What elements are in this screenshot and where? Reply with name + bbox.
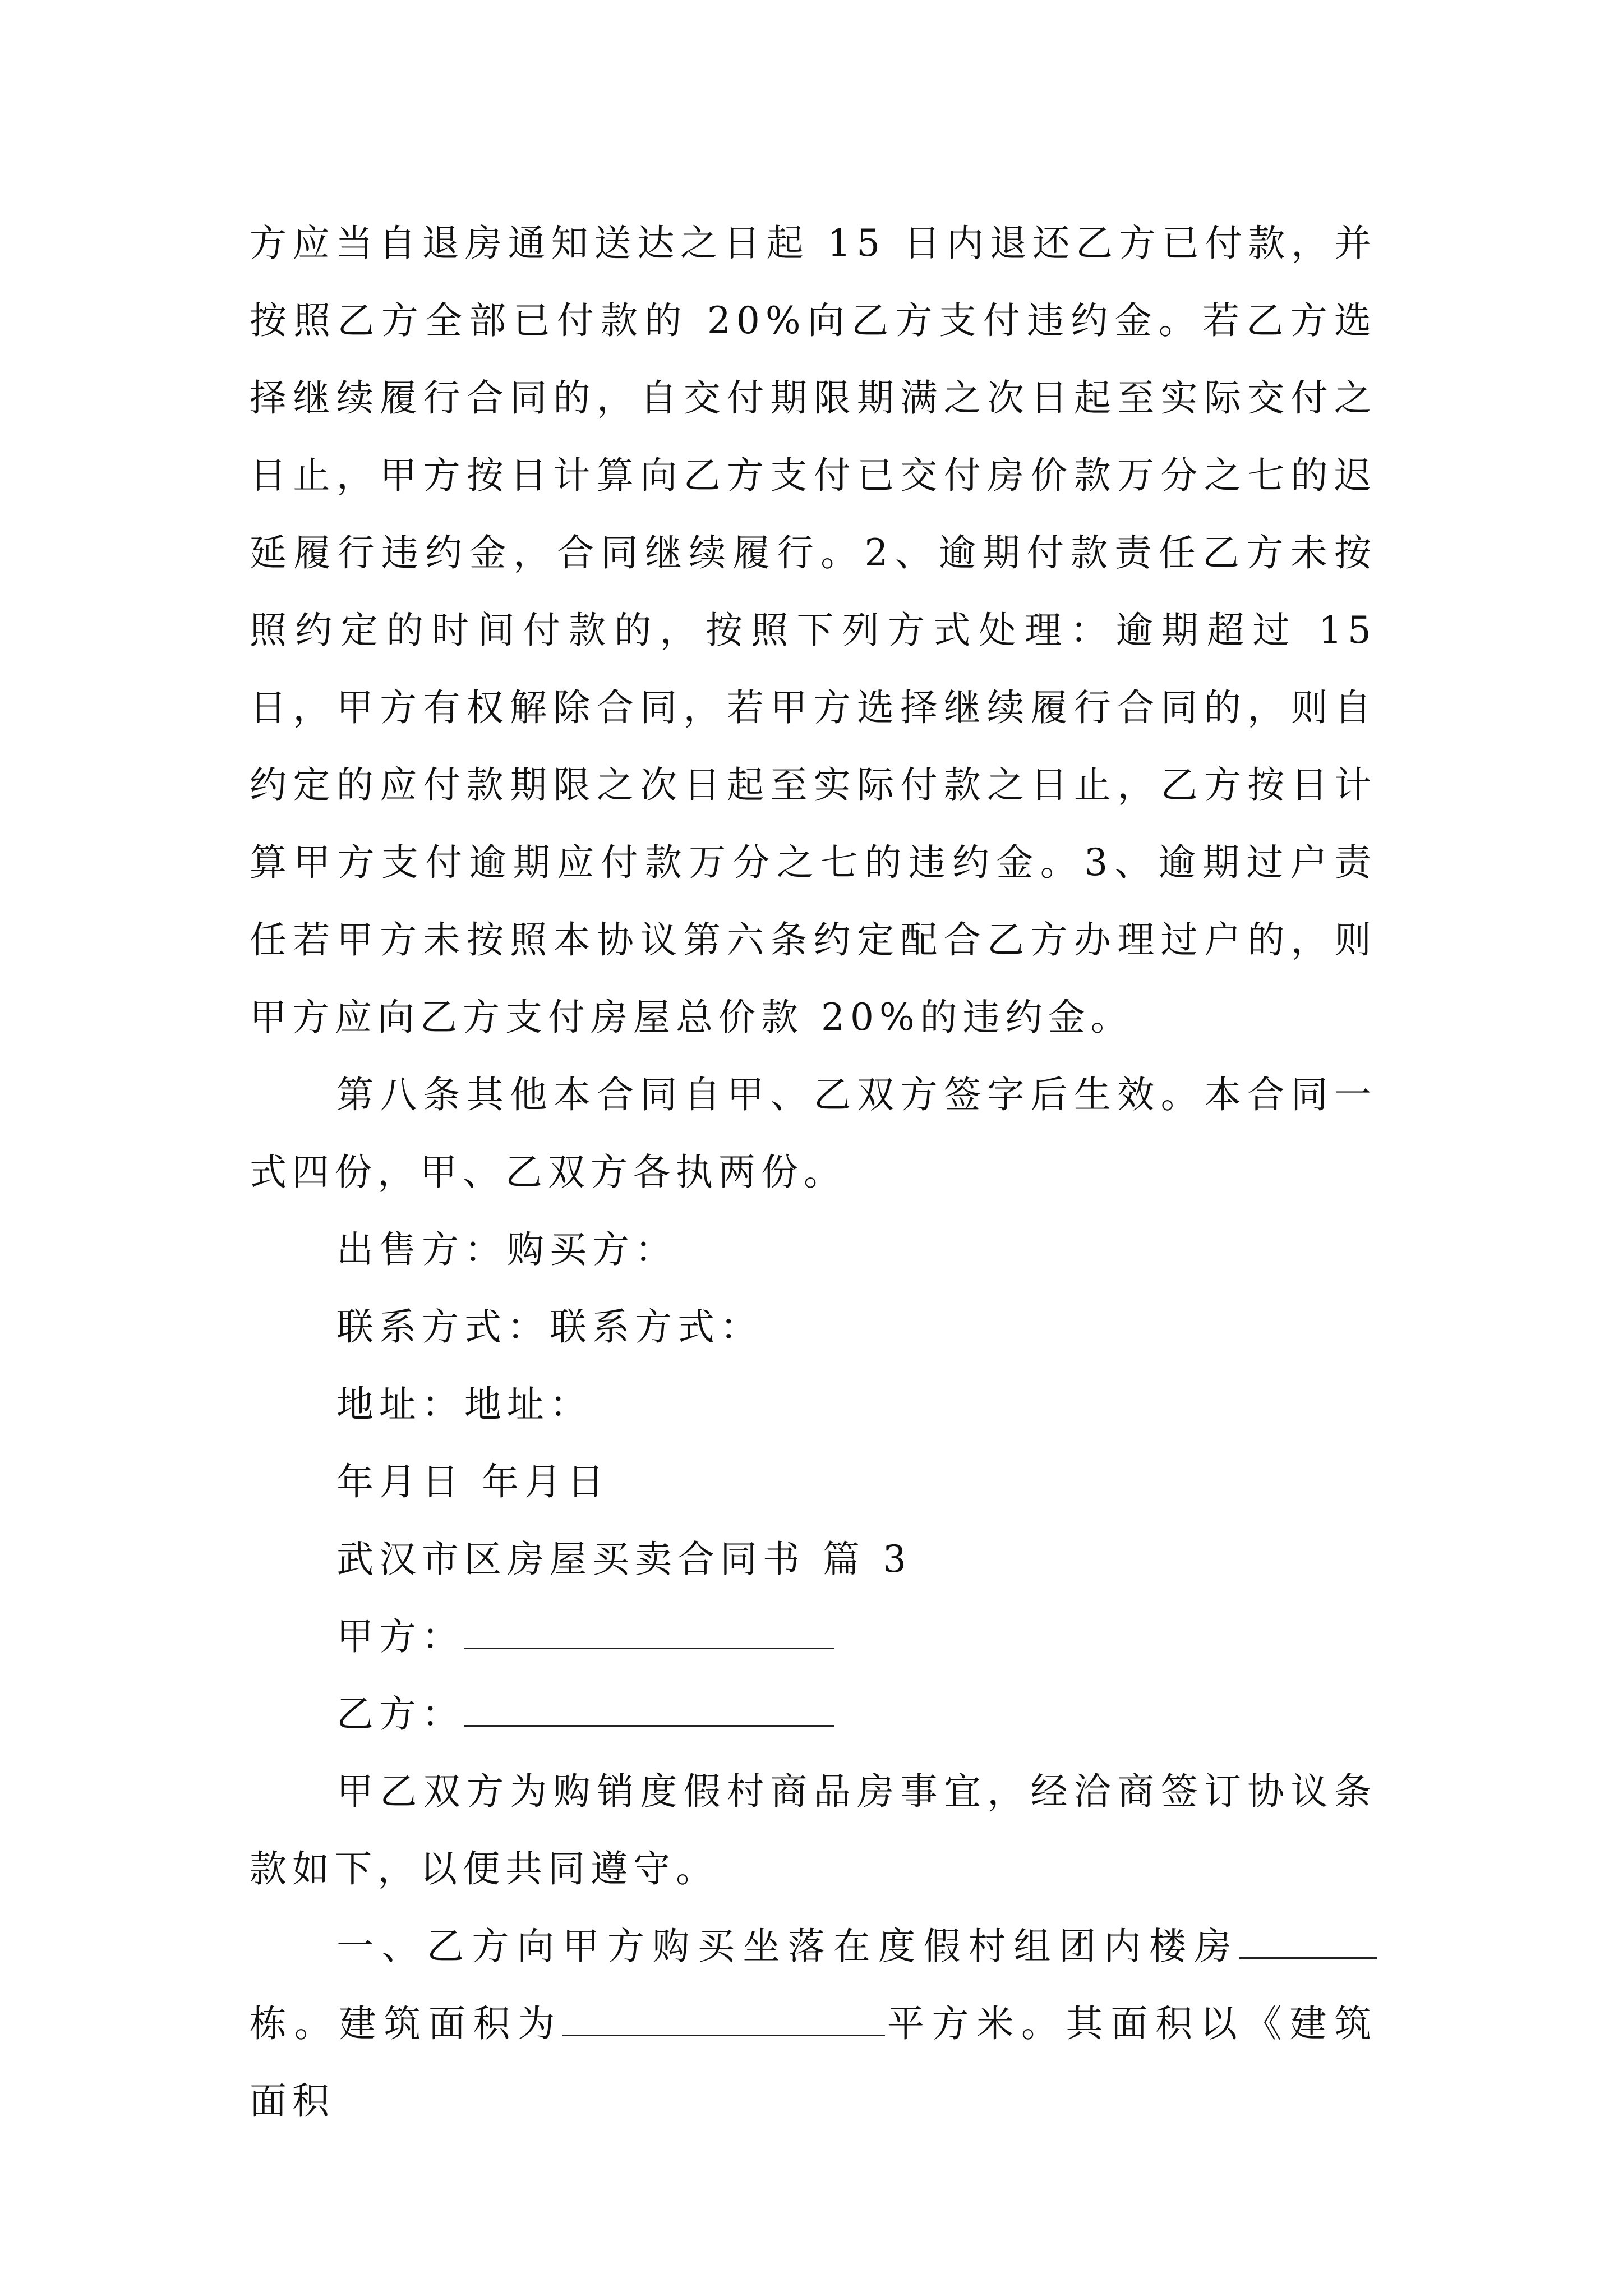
seller-buyer-line: 出售方：购买方： [336, 1228, 677, 1271]
party-a-label: 甲方： [336, 1615, 464, 1658]
party-a-line [250, 1598, 1377, 1676]
party-a-blank [464, 1619, 834, 1649]
clause-1-part-3: 平方米。其面积以《建筑面积 [250, 2002, 1377, 2123]
area-blank [562, 2007, 885, 2036]
clause-1-part-2: 栋。建筑面积为 [250, 2002, 563, 2045]
party-b-blank [464, 1697, 834, 1727]
article-8-paragraph: 第八条其他本合同自甲、乙双方签字后生效。本合同一式四份，甲、乙双方各执两份。 [250, 1073, 1377, 1194]
intro-paragraph: 甲乙双方为购销度假村商品房事宜，经洽商签订协议条款如下，以便共同遵守。 [250, 1770, 1377, 1890]
party-b-label: 乙方： [336, 1692, 464, 1736]
penalty-paragraph: 方应当自退房通知送达之日起 15 日内退还乙方已付款，并按照乙方全部已付款的 20%向乙方支付违约金。若乙方选择继续履行合同的，自交付期限期满之次日起至实际交付之日止，甲方按日计算向乙方支付已交付房价款万分之七的迟延履行违约金，合同继续履行。2、逾期付款责任乙方未按照约定的时间付款的，按照下列方式处理：逾期超过 15 日，甲方有权解除合同，若甲方选择继续履行合同的，则自约定的应付款期限之次日起至实际付款之日止，乙方按日计算甲方支付逾期应付款万分之七的违约金。3、逾期过户责任若甲方未按照本协议第六条约定配合乙方办理过户的，则甲方应向乙方支付房屋总价款 20%的违约金。 [250, 222, 1377, 1039]
clause-1-paragraph [250, 1908, 1377, 2140]
section-title: 武汉市区房屋买卖合同书 篇 3 [336, 1538, 912, 1581]
building-number-blank [1239, 1929, 1377, 1959]
date-line: 年月日 年月日 [336, 1460, 610, 1503]
contact-line: 联系方式：联系方式： [336, 1305, 763, 1349]
address-line: 地址：地址： [336, 1383, 592, 1426]
document-body [250, 205, 1377, 2140]
party-b-line [250, 1676, 1377, 1753]
clause-1-part-1: 一、乙方向甲方购买坐落在度假村组团内楼房 [336, 1925, 1239, 1968]
